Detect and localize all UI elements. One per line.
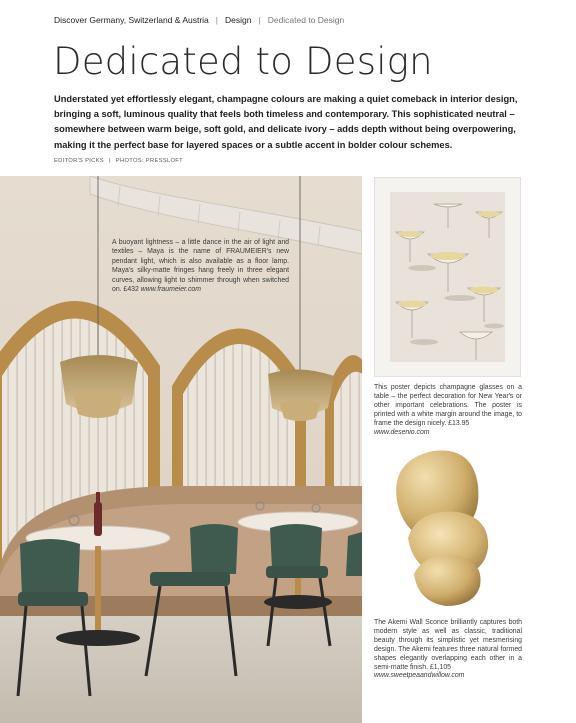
sconce-caption-text: The Akemi Wall Sconce brilliantly captures both modern style as well as classic, traditional beauty through its simplistic yet mesmerising design. The Akemi features three natural formed shapes elegantly overlapping each other in a semi-matte finish. £1,105	[374, 619, 522, 671]
poster-caption-link[interactable]: www.desenio.com	[374, 428, 430, 436]
champagne-poster	[375, 178, 520, 376]
photo-credit: PHOTOS: PRESSLOFT	[115, 158, 183, 164]
editors-picks-label: EDITOR'S PICKS	[54, 158, 104, 164]
breadcrumb-section[interactable]: Discover Germany, Switzerland & Austria	[54, 15, 209, 25]
lamp-caption-text: A buoyant lightness – a little dance in the air of light and textiles – Maya is the name of FRAUMEIER's new pendant light, which is also available as a floor lamp. Maya's silky-matte fringes hang freely in three elegant curves, allowing light to shimmer through when switched on. £432	[112, 239, 289, 294]
intro-paragraph: Understated yet effortlessly elegant, champagne colours are making a quiet comeback in interior design, bringing a soft, luminous quality that feels both timeless and contemporary. This sophisticated neutral – somewhere between warm beige, soft gold, and delicate ivory – adds depth without being overpowering, making it the perfect base for layered spaces or a subtle accent in bolder colour schemes.	[54, 94, 518, 150]
breadcrumb-current: Dedicated to Design	[267, 15, 345, 25]
lamp-caption	[112, 238, 289, 294]
breadcrumb	[54, 15, 344, 25]
poster-caption-text: This poster depicts champagne glasses on a table – the perfect decoration for New Year's or other important celebrations. The poster is printed with a white margin around the image, to frame the design nicely. £13.95	[374, 384, 522, 427]
credits-separator: |	[108, 158, 111, 164]
lamp-caption-link[interactable]: www.fraumeier.com	[140, 286, 201, 294]
poster-caption	[374, 384, 522, 437]
credits-line	[54, 158, 183, 164]
akemi-wall-sconce-photo	[378, 446, 508, 616]
breadcrumb-category[interactable]: Design	[225, 15, 252, 25]
sconce-caption	[374, 619, 522, 681]
page-title: Dedicated to Design	[53, 40, 433, 83]
breadcrumb-separator: |	[258, 15, 261, 25]
breadcrumb-separator: |	[215, 15, 219, 25]
sconce-caption-link[interactable]: www.sweetpeaandwillow.com	[374, 672, 465, 680]
